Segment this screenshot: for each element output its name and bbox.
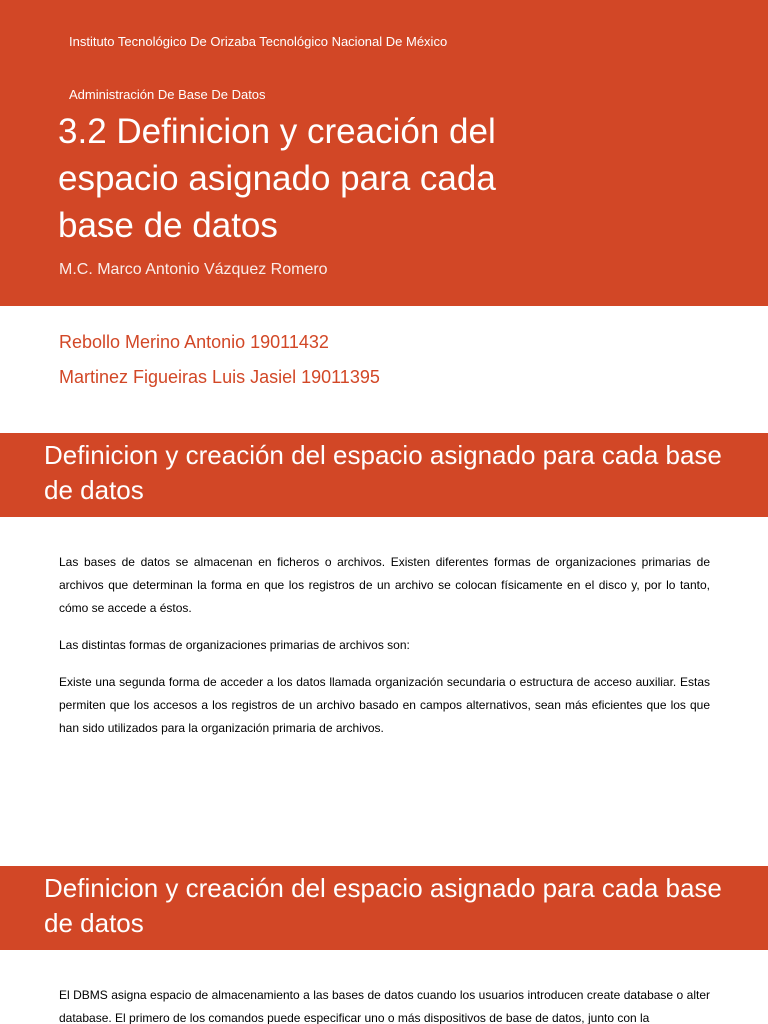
- paragraph: Las bases de datos se almacenan en ficheros o archivos. Existen diferentes formas de organizaciones primarias de archivos que determinan la forma en que los registros de un archivo se colocan físicamente en el disco y, por lo tanto, cómo se accede a éstos.: [59, 555, 710, 615]
- slide-2-header: [0, 866, 768, 950]
- paragraph: Existe una segunda forma de acceder a los datos llamada organización secundaria o estructura de acceso auxiliar. Estas permiten que los accesos a los registros de un archivo basado en campos alternativos, sean más eficientes que los que han sido utilizados para la organización primaria de archivos.: [59, 675, 710, 735]
- title-slide: [0, 0, 768, 306]
- presentation-title: 3.2 Definicion y creación del espacio asignado para cada base de datos: [58, 112, 496, 245]
- paragraph: Las distintas formas de organizaciones primarias de archivos son:: [59, 638, 410, 652]
- slide-1-heading: Definicion y creación del espacio asignado para cada base de datos: [44, 440, 722, 505]
- slide-1-body: [59, 551, 710, 754]
- author-name: Rebollo Merino Antonio 19011432: [59, 332, 329, 352]
- instructor-name: M.C. Marco Antonio Vázquez Romero: [59, 261, 328, 278]
- institution-name: Instituto Tecnológico De Orizaba Tecnológico Nacional De México: [69, 34, 448, 49]
- slide-2-body: [59, 984, 710, 1024]
- course-name: Administración De Base De Datos: [69, 87, 266, 102]
- slide-2-heading: Definicion y creación del espacio asignado para cada base de datos: [44, 873, 722, 938]
- paragraph: El DBMS asigna espacio de almacenamiento a las bases de datos cuando los usuarios introducen create database o alter database. El primero de los comandos puede especificar uno o más dispositivos de base de datos, junto con la: [59, 988, 710, 1024]
- slide-1-header: [0, 433, 768, 517]
- author-name: Martinez Figueiras Luis Jasiel 19011395: [59, 367, 380, 387]
